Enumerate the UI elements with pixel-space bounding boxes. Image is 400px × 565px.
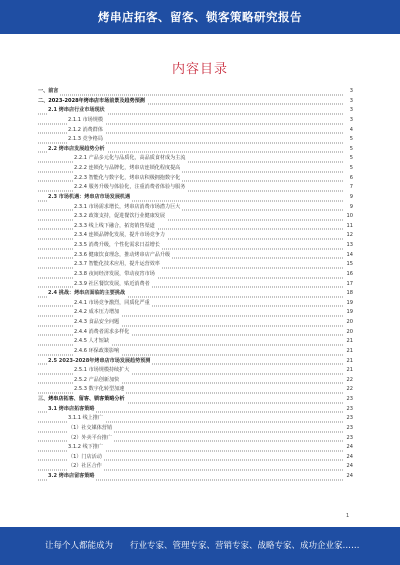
toc-entry-page: 24 (346, 473, 353, 479)
toc-entry-page: 21 (346, 338, 353, 345)
toc-entry-label: （2）外卖平台推广 (68, 434, 114, 444)
toc-entry-label: 2.1.2 消费群体 (68, 126, 105, 136)
toc-entry-label: 2.2 烤串店发展趋势分析 (48, 145, 107, 155)
toc-entry-label: （1）门店活动 (68, 453, 104, 463)
footer-banner (0, 527, 400, 565)
toc-entry-page: 5 (349, 136, 353, 143)
toc-entry-page: 23 (346, 396, 353, 402)
toc-entry-page: 9 (349, 193, 353, 200)
toc-entry-page: 23 (346, 415, 353, 422)
toc-entry-label: 3.2 烤串店留客策略 (48, 472, 96, 482)
toc-entry-page: 3 (349, 88, 353, 94)
toc-entry-page: 4 (349, 126, 353, 133)
header-banner (0, 0, 400, 34)
toc-entry-label: 2.4.6 环保政策影响 (74, 347, 121, 357)
report-title: 烤串店拓客、留客、锁客策略研究报告 (98, 10, 302, 24)
toc-entry-page: 5 (349, 165, 353, 171)
toc-entry-label: 2.3.9 社区餐饮发展，贴近消费者 (74, 280, 152, 290)
toc-entry-label: 2.2.2 连锁化与品牌化，烤串店连锁化程度提高 (74, 164, 182, 174)
toc-entry-label: 2.3.7 智能化技术应用，提升运营效率 (74, 260, 162, 270)
toc-entry-page: 15 (346, 261, 353, 268)
toc-entry-label: 一、前言 (38, 87, 60, 97)
toc-entry-label: 3.1 烤串店拓客策略 (48, 405, 96, 415)
toc-entry-label: 2.1 烤串店行业市场现状 (48, 106, 107, 116)
toc-heading: 内容目录 (171, 62, 228, 77)
toc-entry-page: 3 (349, 107, 353, 114)
footer-slogan-right: 行业专家、管理专家、营销专家、战略专家、成功企业家…… (130, 541, 360, 551)
toc-entry-label: 2.5.2 产品创新加快 (74, 376, 121, 386)
toc-entry-label: 2.5.3 数字化转型加速 (74, 385, 126, 395)
toc-entry-page: 20 (346, 319, 353, 325)
toc-entry-label: 2.3 市场机遇：烤串店市场发展机遇 (48, 193, 132, 203)
toc-entry-label: （2）社区合作 (68, 462, 104, 472)
toc-entry-page: 13 (346, 242, 353, 248)
footer-slogan-left: 让每个人都能成为 (45, 541, 114, 551)
toc-entry-label: 2.3.5 消费升级，个性化需求日益增长 (74, 241, 162, 251)
toc-entry-page: 24 (346, 463, 353, 470)
toc-entry-label: 2.2.1 产品多元化与品质化，高品质食材成为主流 (74, 154, 187, 164)
toc-entry-page: 9 (349, 203, 353, 210)
toc-entry-page: 17 (346, 280, 353, 287)
toc-entry-page: 23 (346, 434, 353, 441)
toc-entry-label: 2.4.2 成本压力增加 (74, 308, 121, 318)
toc-entry-page: 7 (349, 184, 353, 191)
toc-entry-label: 二、2023-2028年烤串店市场前景及趋势预测 (38, 97, 147, 107)
toc-entry-page: 18 (346, 290, 353, 297)
table-of-contents (38, 87, 353, 482)
toc-entry-page: 11 (346, 222, 353, 229)
toc-entry-label: 2.1.3 竞争格局 (68, 135, 105, 145)
toc-entry-label: 2.4.1 市场竞争激烈，同质化严重 (74, 299, 152, 309)
toc-entry-label: 2.2.4 服务升级与体验化，注重消费者体验与服务 (74, 183, 187, 193)
toc-entry-page: 10 (346, 213, 353, 220)
toc-entry-page: 22 (346, 376, 353, 383)
toc-entry-page: 19 (346, 309, 353, 316)
toc-entry-page: 3 (349, 97, 353, 104)
toc-entry-label: 3.1.2 线下推广 (68, 443, 105, 453)
toc-entry-label: 2.3.3 线上线下融合，拓宽销售渠道 (74, 222, 157, 232)
toc-entry-page: 16 (346, 270, 353, 277)
toc-entry-page: 23 (346, 405, 353, 412)
toc-entry-page: 3 (349, 116, 353, 123)
toc-entry-page: 21 (346, 347, 353, 354)
toc-entry-label: 2.3.8 夜间经济发展，带动夜宵市场 (74, 270, 157, 280)
toc-entry-label: 2.4.4 消费者需求多样化 (74, 328, 131, 338)
toc-entry-page: 12 (346, 232, 353, 239)
toc-entry-page: 19 (346, 299, 353, 306)
toc-entry[interactable] (38, 472, 353, 482)
toc-entry-label: 2.2.3 智能化与数字化，烤串店积极拥抱数字化 (74, 174, 182, 184)
toc-entry-page: 24 (346, 453, 353, 460)
toc-entry-label: 2.1.1 市场规模 (68, 116, 105, 126)
toc-entry-page: 23 (346, 424, 353, 431)
toc-entry-label: 2.4.5 人才短缺 (74, 337, 111, 347)
toc-entry-label: 3.1.1 线上推广 (68, 414, 105, 424)
toc-entry-page: 14 (346, 251, 353, 258)
toc-entry-label: 2.3.6 健康饮食理念，推动烤串店产品升级 (74, 251, 172, 261)
toc-entry-label: 三、烤串店拓客、留客、锁客策略分析 (38, 395, 127, 405)
page-number: 1 (346, 513, 350, 519)
toc-entry-label: 2.3.2 政策支持，促进餐饮行业健康发展 (74, 212, 167, 222)
toc-entry-page: 22 (346, 386, 353, 393)
toc-entry-page: 5 (349, 155, 353, 162)
toc-entry-label: 2.5.1 市场规模持续扩大 (74, 366, 131, 376)
toc-entry-label: 2.3.1 市场需求增长，烤串店消费市场潜力巨大 (74, 203, 182, 213)
toc-entry-page: 24 (346, 444, 353, 451)
toc-entry-label: 2.5 2023-2028年烤串店市场发展趋势预测 (48, 357, 152, 367)
toc-entry-page: 6 (349, 174, 353, 181)
toc-entry-page: 21 (346, 357, 353, 364)
toc-entry-page: 5 (349, 145, 353, 152)
toc-entry-page: 21 (346, 367, 353, 374)
toc-entry-label: 2.4 挑战：烤串店面临的主要挑战 (48, 289, 127, 299)
toc-entry-label: 2.4.3 食品安全问题 (74, 318, 121, 328)
toc-entry-label: 2.3.4 连锁品牌化发展，提升市场竞争力 (74, 231, 167, 241)
toc-entry-page: 20 (346, 328, 353, 335)
toc-entry-label: （1）社交媒体营销 (68, 424, 114, 434)
